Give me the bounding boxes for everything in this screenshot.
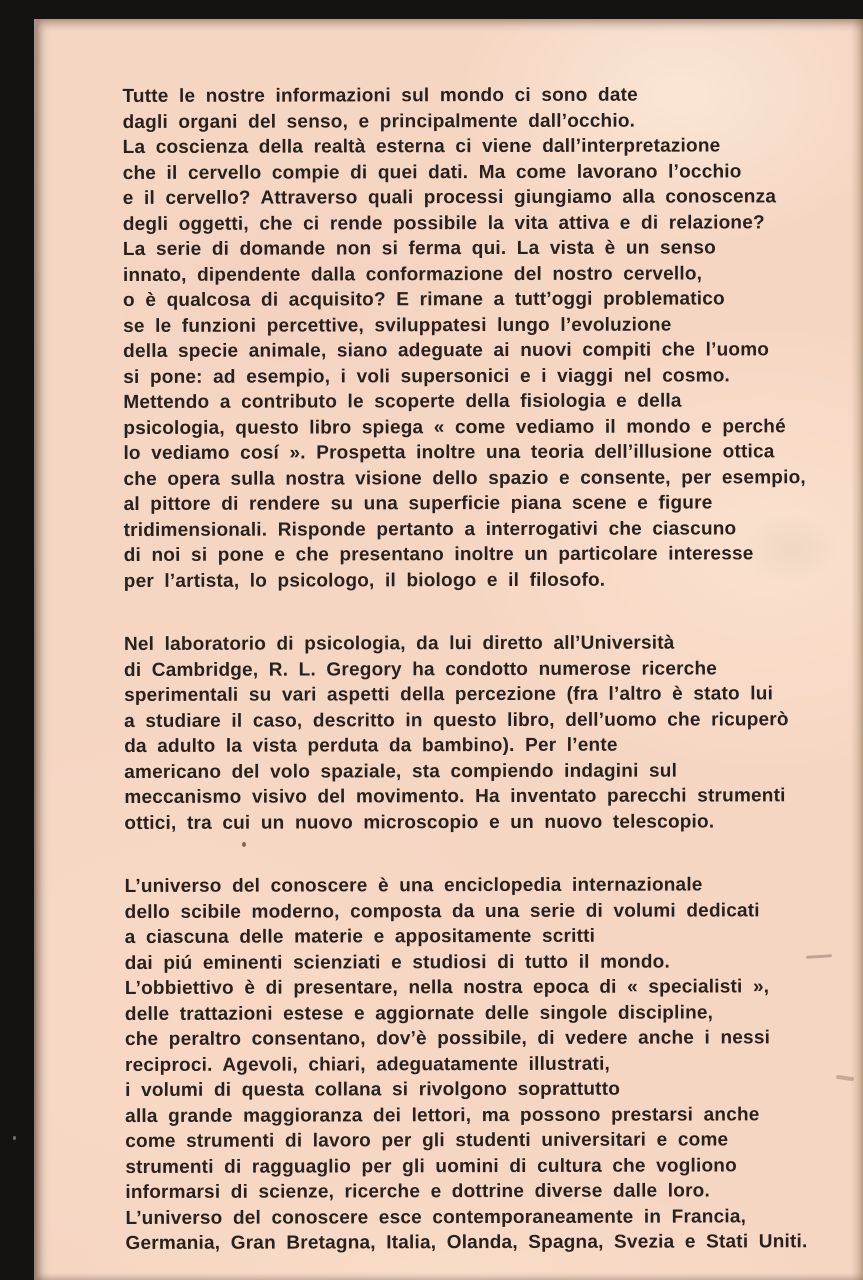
text-line: Mettendo a contributo le scoperte della fisiologia e della bbox=[123, 390, 682, 413]
text-line: si pone: ad esempio, i voli supersonici e i viaggi nel cosmo. bbox=[123, 364, 730, 388]
text-line: informarsi di scienze, ricerche e dottrine diverse dalle loro. bbox=[125, 1180, 710, 1203]
text-line: Germania, Gran Bretagna, Italia, Olanda, Spagna, Svezia e Stati Uniti. bbox=[125, 1231, 808, 1254]
text-column bbox=[122, 82, 863, 1256]
text-line: a studiare il caso, descritto in questo libro, dell’uomo che ricuperò bbox=[124, 708, 789, 732]
text-line: di noi si pone e che presentano inoltre un particolare interesse bbox=[123, 543, 754, 566]
text-line: Nel laboratorio di psicologia, da lui diretto all’Università bbox=[123, 632, 675, 655]
text-line: dagli organi del senso, e principalmente dall’occhio. bbox=[122, 110, 636, 133]
text-line: L’universo del conoscere esce contemporaneamente in Francia, bbox=[125, 1205, 747, 1229]
paragraph-2 bbox=[124, 630, 863, 836]
text-line: La coscienza della realtà esterna ci viene dall’interpretazione bbox=[122, 135, 721, 158]
text-line: come strumenti di lavoro per gli studenti universitari e come bbox=[125, 1129, 729, 1152]
text-line: i volumi di questa collana si rivolgono soprattutto bbox=[125, 1078, 621, 1101]
scan-speck bbox=[13, 1136, 16, 1140]
text-line: delle trattazioni estese e aggiornate delle singole discipline, bbox=[124, 1001, 714, 1025]
text-line: per l’artista, lo psicologo, il biologo e il filosofo. bbox=[123, 569, 606, 592]
text-line: L’obbiettivo è di presentare, nella nostra epoca di « specialisti », bbox=[124, 976, 770, 999]
paragraph-1 bbox=[122, 82, 863, 594]
text-line: tridimensionali. Risponde pertanto a interrogativi che ciascuno bbox=[123, 517, 737, 541]
text-line: innato, dipendente dalla conformazione del nostro cervello, bbox=[122, 262, 703, 286]
text-line: che peraltro consentano, dov’è possibile, di vedere anche i nessi bbox=[124, 1027, 771, 1050]
text-line: strumenti di ragguaglio per gli uomini di cultura che vogliono bbox=[125, 1154, 737, 1178]
scan-edge-shadow bbox=[851, 19, 863, 1280]
text-line: o è qualcosa di acquisito? E rimane a tutt’oggi problematico bbox=[123, 288, 725, 311]
text-line: psicologia, questo libro spiega « come vediamo il mondo e perché bbox=[123, 415, 786, 439]
text-line: americano del volo spaziale, sta compiendo indagini sul bbox=[124, 760, 678, 783]
text-line: che il cervello compie di quei dati. Ma come lavorano l’occhio bbox=[122, 160, 742, 184]
text-line: reciproci. Agevoli, chiari, adeguatamente illustrati, bbox=[125, 1053, 611, 1076]
text-line: lo vediamo cosí ». Prospetta inoltre una teoria dell’illusione ottica bbox=[123, 441, 775, 464]
text-line: che opera sulla nostra visione dello spazio e consente, per esempio, bbox=[123, 466, 806, 490]
text-line: alla grande maggioranza dei lettori, ma possono prestarsi anche bbox=[125, 1103, 760, 1127]
paragraph-3 bbox=[125, 872, 863, 1256]
text-line: La serie di domande non si ferma qui. La vista è un senso bbox=[122, 237, 716, 260]
text-line: al pittore di rendere su una superficie piana scene e figure bbox=[123, 492, 713, 515]
text-line: della specie animale, siano adeguate ai nuovi compiti che l’uomo bbox=[123, 339, 770, 362]
text-line: sperimentali su vari aspetti della percezione (fra l’altro è stato lui bbox=[124, 683, 774, 706]
scan-speck bbox=[242, 842, 246, 847]
text-line: meccanismo visivo del movimento. Ha inventato parecchi strumenti bbox=[124, 785, 786, 808]
text-line: se le funzioni percettive, sviluppatesi lungo l’evoluzione bbox=[123, 314, 672, 337]
text-line: dai piú eminenti scienziati e studiosi di tutto il mondo. bbox=[124, 951, 670, 974]
text-line: da adulto la vista perduta da bambino). Per l’ente bbox=[124, 734, 618, 757]
text-line: di Cambridge, R. L. Gregory ha condotto numerose ricerche bbox=[123, 657, 718, 681]
text-line: L’universo del conoscere è una enciclopedia internazionale bbox=[124, 874, 703, 897]
text-line: dello scibile moderno, composta da una serie di volumi dedicati bbox=[124, 899, 760, 923]
book-back-cover-page bbox=[36, 19, 863, 1280]
text-line: Tutte le nostre informazioni sul mondo ci sono date bbox=[122, 84, 638, 107]
text-line: ottici, tra cui un nuovo microscopio e un nuovo telescopio. bbox=[124, 810, 715, 834]
text-line: degli oggetti, che ci rende possibile la vita attiva e di relazione? bbox=[122, 211, 765, 235]
text-line: a ciascuna delle materie e appositamente scritti bbox=[124, 925, 596, 948]
text-line: e il cervello? Attraverso quali processi giungiamo alla conoscenza bbox=[122, 186, 777, 209]
